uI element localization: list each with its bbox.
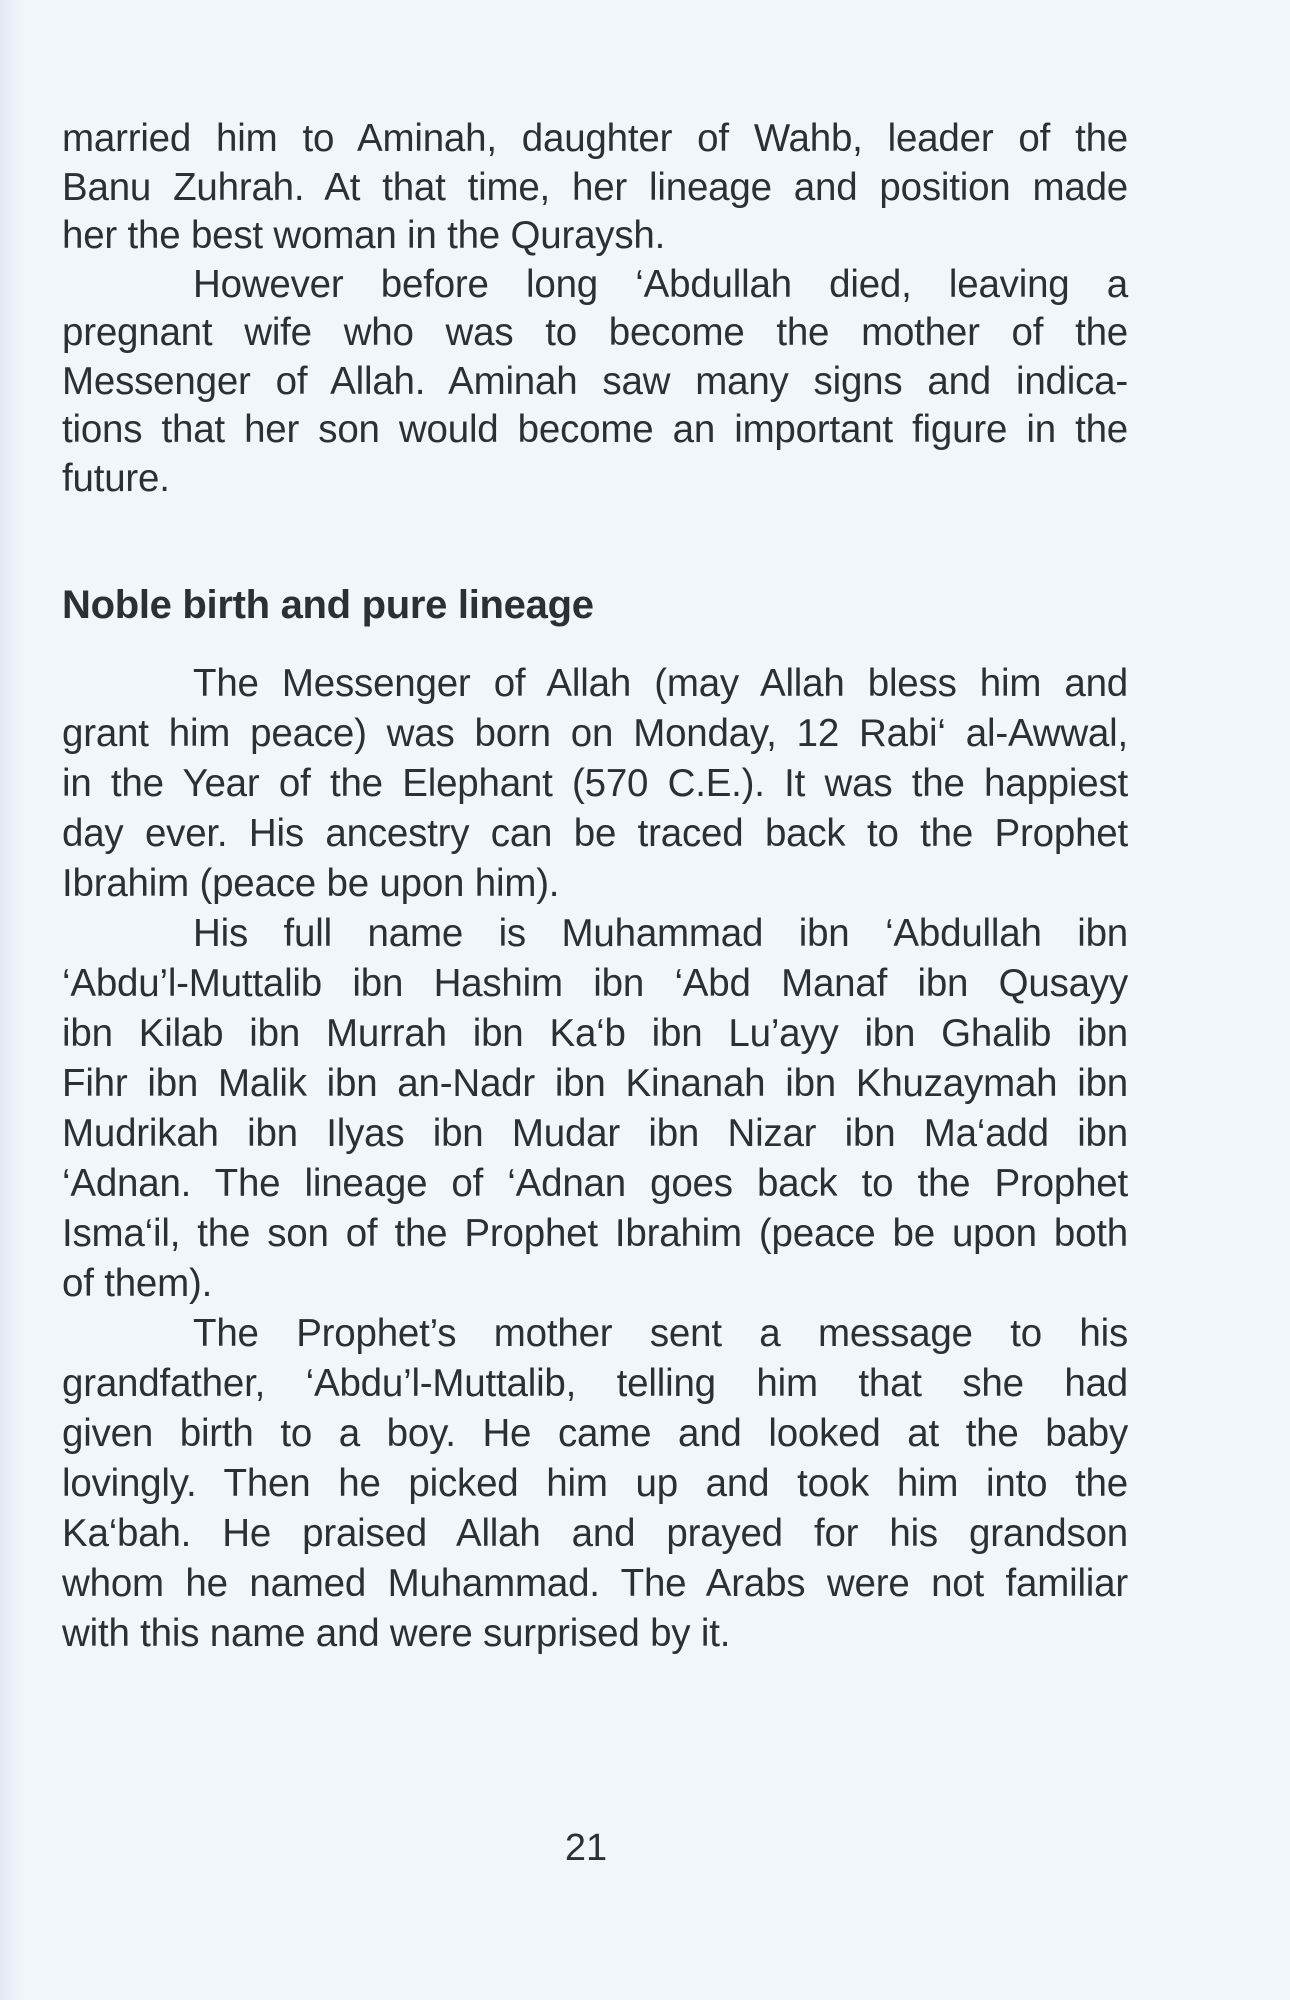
text-line: His full name is Muhammad ibn ‘Abdullah ibn [193, 912, 1128, 955]
text-line: of them). [62, 1262, 213, 1305]
text-line: Isma‘il, the son of the Prophet Ibrahim (peace be upon both [62, 1212, 1128, 1255]
text-line: ‘Abdu’l-Muttalib ibn Hashim ibn ‘Abd Manaf ibn Qusayy [62, 962, 1128, 1005]
text-line: Ka‘bah. He praised Allah and prayed for his grandson [62, 1512, 1128, 1555]
text-line: whom he named Muhammad. The Arabs were not familiar [62, 1562, 1128, 1605]
text-line: Fihr ibn Malik ibn an-Nadr ibn Kinanah ibn Khuzaymah ibn [62, 1062, 1128, 1105]
text-line: Messenger of Allah. Aminah saw many signs and indica- [62, 360, 1128, 403]
text-line: lovingly. Then he picked him up and took him into the [62, 1462, 1128, 1505]
text-line: Mudrikah ibn Ilyas ibn Mudar ibn Nizar ibn Ma‘add ibn [62, 1112, 1128, 1155]
text-line: married him to Aminah, daughter of Wahb, leader of the [62, 117, 1128, 160]
text-line: ibn Kilab ibn Murrah ibn Ka‘b ibn Lu’ayy ibn Ghalib ibn [62, 1012, 1128, 1055]
text-line: tions that her son would become an important figure in the [62, 408, 1128, 451]
page-number: 21 [564, 1827, 608, 1869]
text-line: Banu Zuhrah. At that time, her lineage and position made [62, 166, 1128, 209]
text-line: The Messenger of Allah (may Allah bless him and [193, 662, 1128, 705]
text-line: with this name and were surprised by it. [62, 1612, 731, 1655]
text-line: The Prophet’s mother sent a message to his [193, 1312, 1128, 1355]
text-line: grandfather, ‘Abdu’l-Muttalib, telling him that she had [62, 1362, 1128, 1405]
text-line: given birth to a boy. He came and looked at the baby [62, 1412, 1128, 1455]
text-line: Ibrahim (peace be upon him). [62, 862, 560, 905]
text-line: pregnant wife who was to become the mother of the [62, 311, 1128, 354]
text-line: day ever. His ancestry can be traced back to the Prophet [62, 812, 1128, 855]
text-line: in the Year of the Elephant (570 C.E.). It was the happiest [62, 762, 1128, 805]
text-line: However before long ‘Abdullah died, leaving a [193, 263, 1128, 306]
section-heading: Noble birth and pure lineage [62, 583, 594, 627]
text-line: ‘Adnan. The lineage of ‘Adnan goes back to the Prophet [62, 1162, 1128, 1205]
text-line: grant him peace) was born on Monday, 12 Rabi‘ al-Awwal, [62, 712, 1128, 755]
text-line: future. [62, 457, 170, 500]
page-gutter-shadow [0, 0, 22, 2000]
text-line: her the best woman in the Quraysh. [62, 214, 666, 257]
